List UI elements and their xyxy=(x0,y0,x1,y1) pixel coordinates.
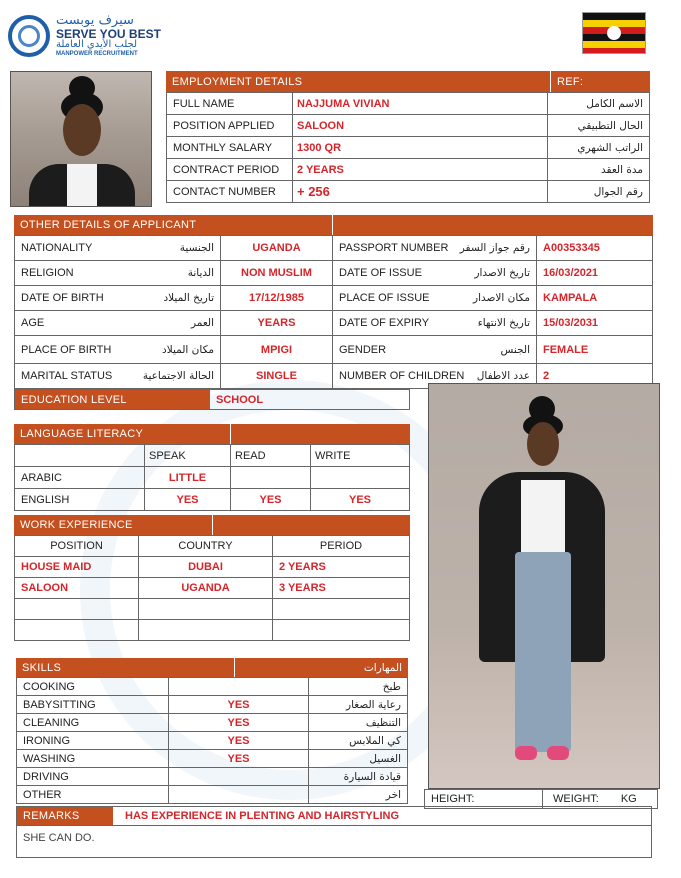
language-speak-value: LITTLE xyxy=(145,467,231,489)
language-literacy-title: LANGUAGE LITERACY xyxy=(14,424,230,444)
other-left-label-arabic: تاريخ الميلاد xyxy=(163,292,214,304)
weight-label: WEIGHT: xyxy=(553,793,599,805)
skill-row xyxy=(17,714,408,732)
skill-label-arabic: رعاية الصغار xyxy=(309,696,408,714)
skill-label-arabic: كي الملابس xyxy=(309,732,408,750)
other-left-label: MARITAL STATUS xyxy=(21,370,113,382)
other-left-label: PLACE OF BIRTH xyxy=(21,343,112,356)
work-row xyxy=(15,620,410,641)
work-position xyxy=(15,620,139,641)
other-right-label-cell xyxy=(333,236,537,261)
work-table xyxy=(14,535,410,641)
work-country: DUBAI xyxy=(139,557,273,578)
language-literacy-section xyxy=(14,424,410,511)
skills-title: SKILLS xyxy=(16,658,234,677)
skill-row xyxy=(17,786,408,804)
other-right-label: NUMBER OF CHILDREN xyxy=(339,370,465,382)
other-right-label-arabic: الجنس xyxy=(500,343,530,356)
work-col-position: POSITION xyxy=(15,536,139,557)
other-left-label-wrap xyxy=(21,292,214,304)
skill-row xyxy=(17,696,408,714)
skill-label: IRONING xyxy=(17,732,169,750)
employment-label: POSITION APPLIED xyxy=(167,115,293,137)
skill-label: DRIVING xyxy=(17,768,169,786)
employment-details-title: EMPLOYMENT DETAILS xyxy=(166,71,550,92)
weight-unit: KG xyxy=(620,793,637,805)
other-left-label-cell xyxy=(15,261,221,286)
work-experience-title: WORK EXPERIENCE xyxy=(14,515,212,535)
applicant-full-body-photo xyxy=(428,383,660,789)
work-period: 3 YEARS xyxy=(273,578,410,599)
other-left-label-wrap xyxy=(21,370,214,382)
language-read-value xyxy=(231,467,311,489)
language-speak-value: YES xyxy=(145,489,231,511)
other-details-table xyxy=(14,235,653,389)
measurements-row xyxy=(424,789,658,809)
other-left-label-arabic: العمر xyxy=(190,317,214,329)
employment-label: FULL NAME xyxy=(167,93,293,115)
language-row xyxy=(15,489,410,511)
skill-label-arabic: طبخ xyxy=(309,678,408,696)
uganda-flag-icon xyxy=(582,12,646,54)
employment-label: CONTRACT PERIOD xyxy=(167,159,293,181)
other-details-section xyxy=(14,215,653,389)
education-row xyxy=(14,389,410,410)
work-period: 2 YEARS xyxy=(273,557,410,578)
other-right-label-arabic: مكان الاصدار xyxy=(473,292,530,304)
other-right-label-wrap xyxy=(339,242,530,254)
other-right-label: GENDER xyxy=(339,343,387,356)
remarks-value: HAS EXPERIENCE IN PLENTING AND HAIRSTYLING xyxy=(125,810,400,822)
employment-label-arabic: الراتب الشهري xyxy=(548,137,650,159)
other-left-label-wrap xyxy=(21,267,214,279)
language-write-value: YES xyxy=(311,489,410,511)
other-left-label: DATE OF BIRTH xyxy=(21,292,104,304)
work-country xyxy=(139,620,273,641)
other-left-value: 17/12/1985 xyxy=(221,286,333,311)
work-header-right xyxy=(212,515,410,535)
language-row xyxy=(15,467,410,489)
skill-label: CLEANING xyxy=(17,714,169,732)
skill-label: COOKING xyxy=(17,678,169,696)
work-position: HOUSE MAID xyxy=(15,557,139,578)
employment-value: NAJJUMA VIVIAN xyxy=(293,93,548,115)
work-col-country: COUNTRY xyxy=(139,536,273,557)
skill-value: YES xyxy=(169,732,309,750)
other-right-label-wrap xyxy=(339,317,530,329)
skill-value: YES xyxy=(169,696,309,714)
employment-value: 2 YEARS xyxy=(293,159,548,181)
other-right-label-wrap xyxy=(339,292,530,304)
language-col-write: WRITE xyxy=(311,445,410,467)
work-row xyxy=(15,599,410,620)
employment-label: CONTACT NUMBER xyxy=(167,181,293,203)
company-logo xyxy=(8,14,161,57)
other-left-label-arabic: الجنسية xyxy=(179,242,214,254)
other-left-label-arabic: الحالة الاجتماعية xyxy=(142,370,214,382)
skills-section xyxy=(16,658,408,804)
other-details-title: OTHER DETAILS OF APPLICANT xyxy=(14,215,332,235)
employment-label-arabic: رقم الجوال xyxy=(548,181,650,203)
skill-label-arabic: اخر xyxy=(309,786,408,804)
work-period xyxy=(273,620,410,641)
employment-label-arabic: مدة العقد xyxy=(548,159,650,181)
employment-row xyxy=(167,93,650,115)
other-left-label-cell xyxy=(15,311,221,336)
other-right-label-cell xyxy=(333,311,537,336)
other-right-label-cell xyxy=(333,286,537,311)
employment-label: MONTHLY SALARY xyxy=(167,137,293,159)
work-row xyxy=(15,578,410,599)
other-details-row xyxy=(15,336,653,364)
employment-row xyxy=(167,181,650,203)
other-right-label-arabic: عدد الاطفال xyxy=(476,370,530,382)
education-value: SCHOOL xyxy=(216,393,264,406)
other-left-label: NATIONALITY xyxy=(21,242,93,254)
work-position xyxy=(15,599,139,620)
skill-label-arabic: التنظيف xyxy=(309,714,408,732)
other-right-label-wrap xyxy=(339,267,530,279)
skill-row xyxy=(17,750,408,768)
work-col-period: PERIOD xyxy=(273,536,410,557)
skill-label-arabic: قيادة السيارة xyxy=(309,768,408,786)
other-right-label-arabic: تاريخ الانتهاء xyxy=(477,317,530,329)
other-left-label-cell xyxy=(15,364,221,389)
other-right-value: 16/03/2021 xyxy=(537,261,653,286)
other-left-label: RELIGION xyxy=(21,267,74,279)
skills-table xyxy=(16,677,408,804)
language-col-blank xyxy=(15,445,145,467)
skill-value xyxy=(169,768,309,786)
work-row xyxy=(15,557,410,578)
employment-value: SALOON xyxy=(293,115,548,137)
skill-label: WASHING xyxy=(17,750,169,768)
other-left-value: MPIGI xyxy=(221,336,333,364)
other-left-label-wrap xyxy=(21,317,214,329)
work-position: SALOON xyxy=(15,578,139,599)
employment-label-arabic: الحال التطبيقي xyxy=(548,115,650,137)
skill-value: YES xyxy=(169,750,309,768)
employment-row xyxy=(167,115,650,137)
language-read-value: YES xyxy=(231,489,311,511)
other-right-value: 2 xyxy=(537,364,653,389)
work-country xyxy=(139,599,273,620)
other-left-label: AGE xyxy=(21,317,45,329)
other-left-label-wrap xyxy=(21,242,214,254)
skill-value xyxy=(169,678,309,696)
other-details-row xyxy=(15,286,653,311)
other-left-label-arabic: مكان الميلاد xyxy=(162,343,214,356)
logo-english-name: SERVE YOU BEST xyxy=(56,26,161,41)
work-period xyxy=(273,599,410,620)
skill-label: BABYSITTING xyxy=(17,696,169,714)
other-left-value: NON MUSLIM xyxy=(221,261,333,286)
remarks-section xyxy=(16,806,652,858)
applicant-portrait-photo xyxy=(10,71,152,207)
work-country: UGANDA xyxy=(139,578,273,599)
other-left-value: UGANDA xyxy=(221,236,333,261)
skill-label: OTHER xyxy=(17,786,169,804)
other-details-row xyxy=(15,311,653,336)
logo-tagline: MANPOWER RECRUITMENT xyxy=(56,50,138,57)
remarks-label: REMARKS xyxy=(17,807,113,825)
language-name: ENGLISH xyxy=(15,489,145,511)
globe-icon xyxy=(8,15,50,57)
other-right-label-wrap xyxy=(339,344,530,356)
employment-value: + 256 xyxy=(293,181,548,203)
employment-value: 1300 QR xyxy=(293,137,548,159)
employment-details-section xyxy=(166,71,650,203)
other-left-value: SINGLE xyxy=(221,364,333,389)
remarks-note: SHE CAN DO. xyxy=(16,826,652,858)
other-right-label: PASSPORT NUMBER xyxy=(339,242,449,254)
employment-row xyxy=(167,159,650,181)
employment-row xyxy=(167,137,650,159)
other-right-label-arabic: رقم جواز السفر xyxy=(459,242,530,254)
other-right-label-arabic: تاريخ الاصدار xyxy=(474,267,530,279)
other-details-row xyxy=(15,261,653,286)
skill-row xyxy=(17,678,408,696)
other-left-label-cell xyxy=(15,236,221,261)
skill-value: YES xyxy=(169,714,309,732)
language-name: ARABIC xyxy=(15,467,145,489)
language-header-right xyxy=(230,424,410,444)
skill-row xyxy=(17,768,408,786)
other-right-label-cell xyxy=(333,336,537,364)
language-table xyxy=(14,444,410,511)
skills-title-arabic: المهارات xyxy=(234,658,408,677)
other-right-value: A00353345 xyxy=(537,236,653,261)
other-right-label: DATE OF EXPIRY xyxy=(339,317,430,329)
language-write-value xyxy=(311,467,410,489)
other-right-label-wrap xyxy=(339,370,530,382)
skill-value xyxy=(169,786,309,804)
other-details-header-right xyxy=(332,215,653,235)
employment-label-arabic: الاسم الكامل xyxy=(548,93,650,115)
education-label: EDUCATION LEVEL xyxy=(15,390,210,409)
other-left-label-wrap xyxy=(21,344,214,356)
other-left-label-arabic: الديانة xyxy=(187,267,214,279)
employment-table xyxy=(166,92,650,203)
skill-label-arabic: الغسيل xyxy=(309,750,408,768)
other-details-row xyxy=(15,236,653,261)
other-left-label-cell xyxy=(15,336,221,364)
other-right-value: KAMPALA xyxy=(537,286,653,311)
other-right-label: PLACE OF ISSUE xyxy=(339,292,430,304)
work-experience-section xyxy=(14,515,410,641)
skill-row xyxy=(17,732,408,750)
other-left-value: YEARS xyxy=(221,311,333,336)
other-right-value: FEMALE xyxy=(537,336,653,364)
language-col-speak: SPEAK xyxy=(145,445,231,467)
other-right-label: DATE OF ISSUE xyxy=(339,267,422,279)
ref-label: REF: xyxy=(550,71,650,92)
height-label: HEIGHT: xyxy=(425,790,543,808)
language-col-read: READ xyxy=(231,445,311,467)
other-right-label-cell xyxy=(333,261,537,286)
logo-arabic-name: سيرف يوبست xyxy=(56,13,134,28)
logo-arabic-tagline: لجلب الأيدي العاملة xyxy=(56,39,138,51)
other-left-label-cell xyxy=(15,286,221,311)
other-right-value: 15/03/2031 xyxy=(537,311,653,336)
